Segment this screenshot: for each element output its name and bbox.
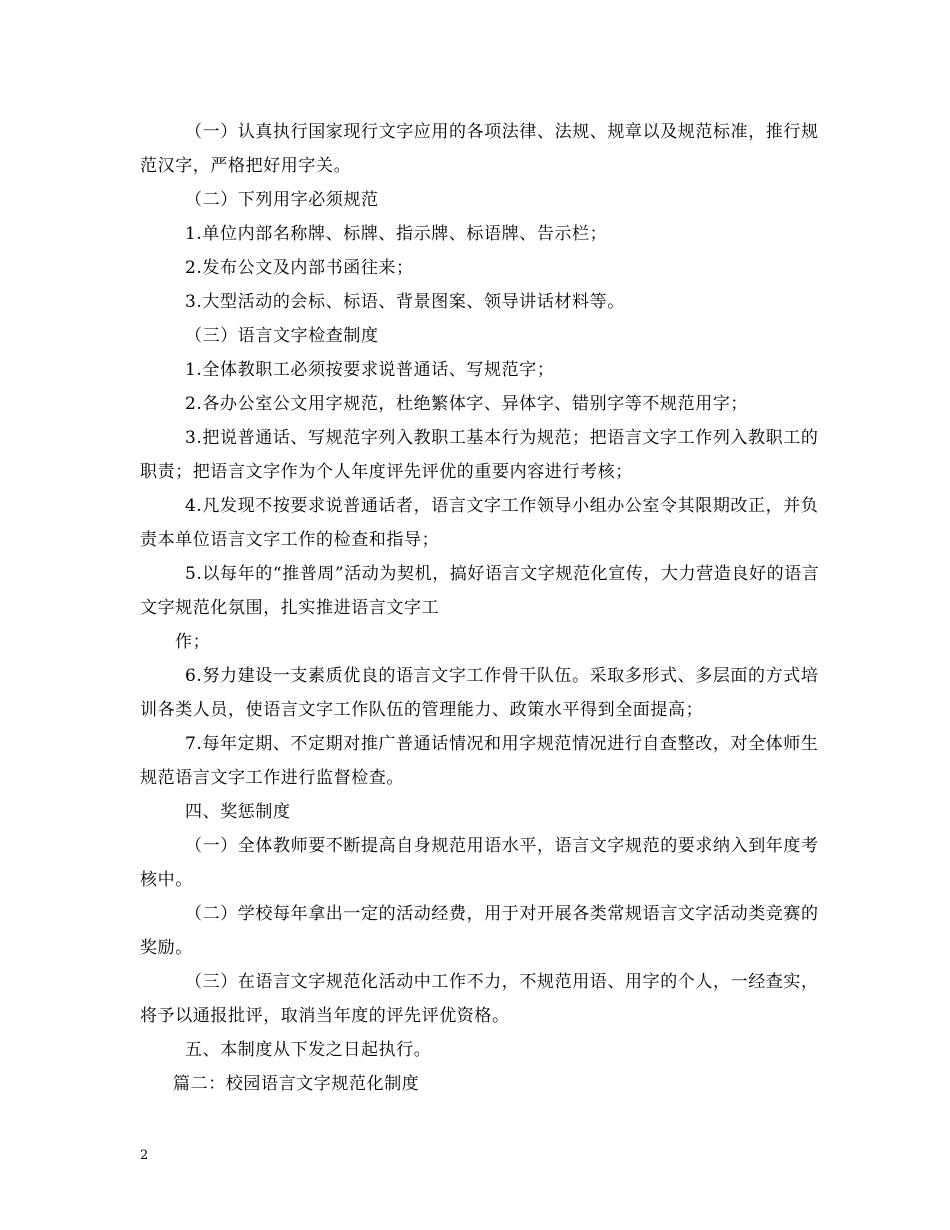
- paragraph-6: （三）语言文字检查制度: [185, 326, 379, 346]
- paragraph-7: 1.全体教职工必须按要求说普通话、写规范字；: [185, 360, 555, 380]
- paragraph-1: （一）认真执行国家现行文字应用的各项法律、法规、规章以及规范标准，推行规范汉字，严格把好用字关。: [140, 122, 819, 176]
- document-body: [140, 115, 820, 1101]
- page-number: 2: [140, 1148, 149, 1163]
- paragraph-2: （二）下列用字必须规范: [185, 190, 379, 210]
- paragraph-3: 1.单位内部名称牌、标牌、指示牌、标语牌、告示栏；: [185, 224, 608, 244]
- paragraph-16: （一）全体教师要不断提高自身规范用语水平，语言文字规范的要求纳入到年度考核中。: [140, 836, 819, 890]
- paragraph-4: 2.发布公文及内部书函往来；: [185, 258, 414, 278]
- paragraph-9: 3.把说普通话、写规范字列入教职工基本行为规范；把语言文字工作列入教职工的职责；把语言文字作为个人年度评先评优的重要内容进行考核；: [140, 428, 819, 482]
- section-heading-effective: 五、本制度从下发之日起执行。: [185, 1040, 432, 1060]
- paragraph-5: 3.大型活动的会标、标语、背景图案、领导讲话材料等。: [185, 292, 625, 312]
- paragraph-17: （二）学校每年拿出一定的活动经费，用于对开展各类常规语言文字活动类竞赛的奖励。: [140, 904, 819, 958]
- chapter-heading: 篇二：校园语言文字规范化制度: [173, 1074, 420, 1094]
- paragraph-8: 2.各办公室公文用字规范，杜绝繁体字、异体字、错别字等不规范用字；: [185, 394, 749, 414]
- section-heading-rewards: 四、奖惩制度: [185, 802, 291, 822]
- paragraph-13: 6.努力建设一支素质优良的语言文字工作骨干队伍。采取多形式、多层面的方式培训各类人员，使语言文字工作队伍的管理能力、政策水平得到全面提高；: [140, 666, 819, 720]
- paragraph-11: 5.以每年的“推普周”活动为契机，搞好语言文字规范化宣传，大力营造良好的语言文字规范化氛围，扎实推进语言文字工: [140, 564, 820, 618]
- paragraph-18: （三）在语言文字规范化活动中工作不力，不规范用语、用字的个人，一经查实，将予以通报批评，取消当年度的评先评优资格。: [140, 972, 819, 1026]
- paragraph-10: 4.凡发现不按要求说普通话者，语言文字工作领导小组办公室令其限期改正，并负责本单位语言文字工作的检查和指导；: [140, 496, 819, 550]
- paragraph-12: 作；: [175, 632, 211, 652]
- paragraph-14: 7.每年定期、不定期对推广普通话情况和用字规范情况进行自查整改，对全体师生规范语言文字工作进行监督检查。: [140, 734, 819, 788]
